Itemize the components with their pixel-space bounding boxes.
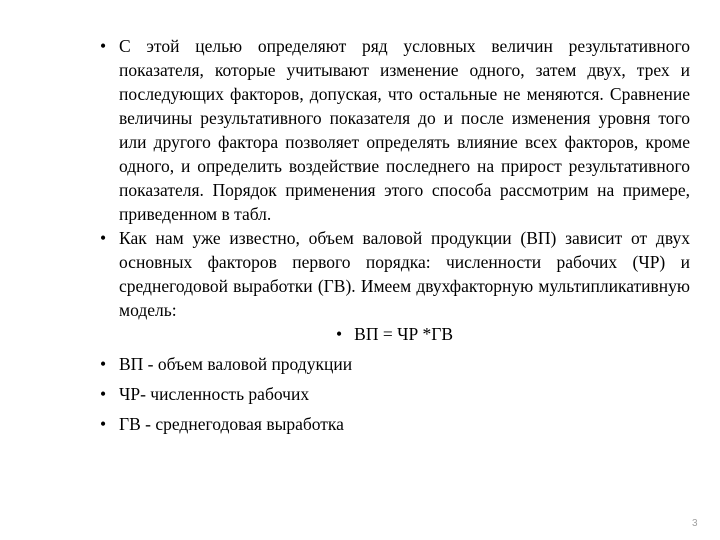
- bullet-icon: •: [100, 228, 107, 248]
- bullet-item: [100, 34, 690, 226]
- bullet-text: Как нам уже известно, объем валовой продукции (ВП) зависит от двух основных факторов первого порядка: численности рабочих (ЧР) и среднегодовой выработки (ГВ). Имеем двухфакторную мультипликативную модель:: [119, 228, 690, 320]
- bullet-icon: •: [100, 36, 107, 56]
- definition-text: ЧР- численность рабочих: [119, 384, 310, 404]
- definition-text: ГВ - среднегодовая выработка: [119, 414, 344, 434]
- bullet-icon: •: [100, 414, 107, 434]
- formula-text: ВП = ЧР *ГВ: [354, 324, 454, 344]
- bullet-item: [100, 226, 690, 322]
- bullet-list: [100, 34, 690, 436]
- bullet-text: С этой целью определяют ряд условных величин результативного показателя, которые учитывают изменение одного, затем двух, трех и последующих факторов, допуская, что остальные не меняются. Сравнение величины результативного показателя до и после изменения уровня того или другого фактора позволяет определять влияние всех факторов, кроме одного, и определить воздействие последнего на прирост результативного показателя. Порядок применения этого способа рассмотрим на примере, приведенном в табл.: [119, 36, 690, 224]
- definition-item: [100, 382, 690, 406]
- definition-item: [100, 352, 690, 376]
- formula-item: [336, 322, 690, 346]
- bullet-icon: •: [100, 354, 107, 374]
- definition-text: ВП - объем валовой продукции: [119, 354, 353, 374]
- bullet-icon: •: [336, 324, 343, 344]
- page-number: 3: [692, 518, 698, 529]
- bullet-icon: •: [100, 384, 107, 404]
- definition-item: [100, 412, 690, 436]
